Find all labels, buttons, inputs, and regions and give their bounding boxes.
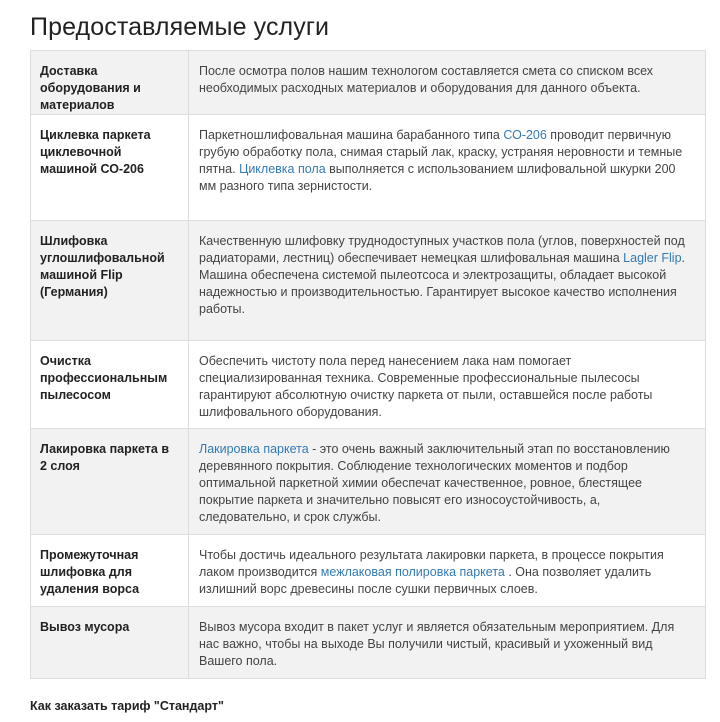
service-description [189,115,706,221]
description-text: . Машина обеспечена системой пылеотсоса и электрозащиты, обладает высокой надежностью и производительностью. Гарантирует высокое качество исполнения работы. [199,251,686,316]
service-description [189,221,706,341]
service-description [189,535,706,607]
description-text: Паркетношлифовальная машина барабанного типа [199,128,504,142]
description-text: Качественную шлифовку труднодоступных участков пола (углов, поверхностей под радиаторами, лестниц) обеспечивает немецкая шлифовальная машина [199,234,685,265]
description-text: проводит первичную грубую обработку пола, снимая старый лак, краску, устраняя неровности и темные пятна. [199,128,683,176]
service-link[interactable]: Lagler Flip [623,251,682,265]
service-description [189,607,706,679]
description-text: - это очень важный заключительный этап по восстановлению деревянного покрытия. Соблюдение технологических моментов и подбор оптимальной паркетной химии обеспечат качественное, ровное, блестящее покрытие паркета и значительно повысят его износоустойчивость, а, следовательно, и срок службы. [199,442,670,524]
service-link[interactable]: СО-206 [503,128,547,142]
table-row [31,607,706,679]
service-name: Доставка оборудования и материалов [31,51,189,115]
description-text: Вывоз мусора входит в пакет услуг и является обязательным мероприятием. Для нас важно, чтобы на выходе Вы получили чистый, красивый и ухоженный вид Вашего пола. [199,620,675,668]
service-name: Лакировка паркета в 2 слоя [31,429,189,535]
service-description [189,429,706,535]
service-name: Шлифовка углошлифовальной машиной Flip (Германия) [31,221,189,341]
description-text: выполняется с использованием шлифовальной шкурки 200 мм разного типа зернистости. [199,162,676,193]
service-name: Промежуточная шлифовка для удаления ворса [31,535,189,607]
table-row [31,535,706,607]
description-text: Обеспечить чистоту пола перед нанесением лака нам помогает специализированная техника. Современные профессиональные пылесосы гарантируют абсолютную очистку паркета от пыли, оставшейся после работы шлифовального оборудования. [199,354,653,419]
description-text: . Она позволяет удалить излишний ворс древесины после сушки первичных слоев. [199,565,652,596]
description-text: Чтобы достичь идеального результата лакировки паркета, в процессе покрытия лаком производится [199,548,664,579]
description-text: После осмотра полов нашим технологом составляется смета со списком всех необходимых расходных материалов и оборудования для данного объекта. [199,64,654,95]
service-link[interactable]: Лакировка паркета [199,442,309,456]
service-description [189,341,706,429]
order-heading: Как заказать тариф "Стандарт" [30,699,224,713]
service-description [189,51,706,115]
service-name: Циклевка паркета циклевочной машиной СО-206 [31,115,189,221]
service-name: Вывоз мусора [31,607,189,679]
table-row [31,341,706,429]
table-row [31,51,706,115]
table-row [31,221,706,341]
page-title: Предоставляемые услуги [30,13,330,41]
table-row [31,429,706,535]
service-link[interactable]: Циклевка пола [239,162,326,176]
service-name: Очистка профессиональным пылесосом [31,341,189,429]
services-table [30,50,706,679]
service-link[interactable]: межлаковая полировка паркета [320,565,505,579]
table-row [31,115,706,221]
